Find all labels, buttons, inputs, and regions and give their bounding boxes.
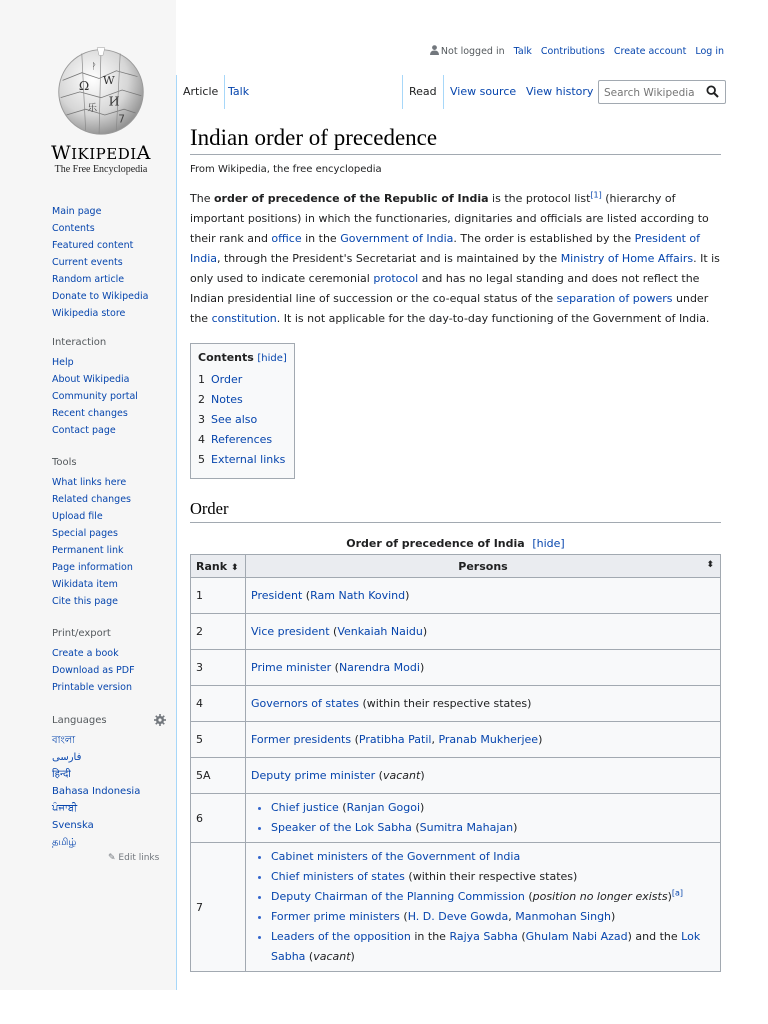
site-subtitle: From Wikipedia, the free encyclopedia [190, 164, 382, 175]
cell-text: ) [667, 890, 672, 903]
toc-link-see-also[interactable]: See also [211, 413, 258, 426]
sidebar-item-store[interactable]: Wikipedia store [52, 308, 126, 319]
search-input[interactable] [599, 83, 709, 103]
languages-heading [52, 714, 166, 726]
list-item [271, 867, 715, 887]
persons-cell [246, 758, 721, 794]
sidebar-item-community-portal[interactable]: Community portal [52, 391, 138, 402]
cell-text: ( [331, 661, 339, 674]
office-link[interactable]: Cabinet ministers of the Government of India [271, 850, 521, 863]
vacant-text: vacant [382, 769, 421, 782]
svg-text:И: И [108, 93, 120, 109]
persons-cell [246, 614, 721, 650]
cell-text: ( [305, 950, 314, 963]
persons-cell [246, 794, 721, 843]
toc-number: 1 [198, 373, 205, 386]
sidebar-item-current-events[interactable]: Current events [52, 257, 123, 268]
wordmark-w: W [51, 142, 72, 164]
table-row [191, 578, 721, 614]
sidebar-item-cite-this-page[interactable]: Cite this page [52, 596, 118, 607]
office-link[interactable]: Chief ministers of states [271, 870, 405, 883]
personal-contributions-link[interactable]: Contributions [540, 46, 605, 57]
person-link[interactable]: Venkaiah Naidu [337, 625, 423, 638]
link-government-of-india[interactable]: Government of India [340, 232, 454, 245]
list-item [271, 798, 715, 818]
office-link[interactable]: Speaker of the Lok Sabha [271, 821, 412, 834]
toc-item[interactable] [198, 390, 287, 410]
cell-text: ) [420, 801, 425, 814]
language-link-persian[interactable]: فارسی [52, 752, 82, 763]
table-hide-toggle[interactable]: [hide] [532, 537, 565, 550]
personal-talk-link[interactable]: Talk [513, 46, 532, 57]
toc-number: 5 [198, 453, 205, 466]
office-link[interactable]: Chief justice [271, 801, 339, 814]
cell-text: (within their respective states) [359, 697, 532, 710]
edit-links-label: Edit links [118, 853, 160, 863]
lead-text: and has no legal standing and does not reflect the Indian presidential line of succession or the co-equal status of the [190, 272, 700, 305]
cell-text: ) [422, 625, 428, 638]
sidebar-item-donate[interactable]: Donate to Wikipedia [52, 291, 149, 302]
sidebar-item-about[interactable]: About Wikipedia [52, 374, 130, 385]
list-item [271, 887, 715, 907]
lead-text: , through the President's Secretariat and is maintained by the [217, 252, 561, 265]
sidebar-item-page-information[interactable]: Page information [52, 562, 133, 573]
office-link[interactable]: Former prime ministers [271, 910, 400, 923]
pencil-icon: ✎ [108, 853, 116, 863]
office-link[interactable]: Leaders of the opposition [271, 930, 411, 943]
cell-text: ) [611, 910, 616, 923]
person-link[interactable]: Ghulam Nabi Azad [525, 930, 628, 943]
cell-text: , [431, 733, 439, 746]
reference-link[interactable]: [1] [590, 190, 602, 200]
toc-hide-toggle[interactable]: [hide] [257, 353, 287, 364]
office-link[interactable]: President [251, 589, 303, 602]
cell-text: ) [405, 589, 410, 602]
cell-text: ( [411, 821, 420, 834]
wordmark-a: A [136, 142, 151, 164]
section-heading-order: Order [190, 499, 721, 523]
toc-item[interactable] [198, 430, 287, 450]
toc-item[interactable] [198, 370, 287, 390]
cell-text: (within their respective states) [404, 870, 578, 883]
sort-icon[interactable]: ⬍ [706, 560, 714, 570]
sidebar-item-featured-content[interactable]: Featured content [52, 240, 134, 251]
list-item [271, 818, 715, 838]
navigation-portlet [52, 203, 176, 322]
office-link[interactable]: Vice president [251, 625, 330, 638]
language-link-punjabi[interactable]: ਪੰਜਾਬੀ [52, 803, 78, 814]
cell-text: ) [420, 769, 425, 782]
sidebar-item-create-book[interactable]: Create a book [52, 648, 119, 659]
tab-article[interactable]: Article [176, 75, 225, 110]
persons-cell [246, 722, 721, 758]
sidebar [0, 0, 176, 990]
sidebar-item-upload-file[interactable]: Upload file [52, 511, 103, 522]
sort-icon[interactable]: ⬍ [231, 562, 239, 573]
list-item [271, 847, 715, 867]
lead-bold-term: order of precedence of the Republic of India [213, 192, 489, 205]
column-header-persons[interactable] [246, 555, 721, 578]
table-caption [190, 537, 721, 550]
lead-text: . It is not applicable for the day-to-day functioning of the Government of India. [276, 312, 710, 325]
print-export-heading: Print/export [52, 628, 111, 639]
link-ministry-home-affairs[interactable]: Ministry of Home Affairs [560, 252, 694, 265]
office-link[interactable]: Deputy prime minister [251, 769, 376, 782]
link-protocol[interactable]: protocol [373, 272, 419, 285]
language-link-indonesian[interactable]: Bahasa Indonesia [52, 786, 141, 797]
office-link[interactable]: Governors of states [251, 697, 360, 710]
languages-portlet [52, 714, 176, 851]
office-link[interactable]: Rajya Sabha [449, 930, 518, 943]
toc-title: Contents [198, 351, 254, 364]
lead-text: . The order is established by the [453, 232, 635, 245]
toc-item[interactable] [198, 450, 287, 470]
rank-cell: 4 [191, 686, 246, 722]
toc-link-notes[interactable]: Notes [211, 393, 243, 406]
language-link-tamil[interactable]: தமிழ் [52, 837, 77, 848]
user-icon [430, 45, 439, 55]
sidebar-item-wikidata-item[interactable]: Wikidata item [52, 579, 118, 590]
main-content [176, 109, 735, 990]
note-link[interactable]: [a] [671, 888, 684, 898]
cell-text: ( [375, 769, 383, 782]
lead-text: The [190, 192, 214, 205]
cell-text: ( [302, 589, 311, 602]
rank-cell: 7 [191, 843, 246, 972]
search-icon[interactable] [706, 85, 719, 98]
svg-text:W: W [102, 73, 115, 88]
table-row [191, 758, 721, 794]
office-link[interactable]: Deputy Chairman of the Planning Commission [271, 890, 525, 903]
cell-text: ( [399, 910, 408, 923]
list-item [271, 927, 715, 967]
wordmark-middle: IKIPEDI [71, 145, 137, 163]
sidebar-item-contents[interactable]: Contents [52, 223, 95, 234]
page-title: Indian order of precedence [190, 125, 721, 155]
wikipedia-globe-logo [53, 42, 149, 138]
language-link-bengali[interactable]: বাংলা [52, 735, 76, 746]
table-caption-text: Order of precedence of India [346, 537, 525, 550]
rank-cell: 5A [191, 758, 246, 794]
toc-link-order[interactable]: Order [211, 373, 243, 386]
sidebar-item-related-changes[interactable]: Related changes [52, 494, 132, 505]
wikipedia-wordmark [46, 142, 156, 164]
sidebar-item-help[interactable]: Help [52, 357, 74, 368]
persons-cell [246, 578, 721, 614]
svg-text:乐: 乐 [87, 103, 98, 115]
rank-cell: 2 [191, 614, 246, 650]
toc-number: 2 [198, 393, 205, 406]
cell-text: ) and the [627, 930, 682, 943]
column-header-label: Rank [196, 559, 228, 573]
toc-number: 4 [198, 433, 205, 446]
cell-text: ) [350, 950, 355, 963]
lead-text: is the protocol list [488, 192, 591, 205]
table-row [191, 686, 721, 722]
sidebar-item-contact-page[interactable]: Contact page [52, 425, 116, 436]
toc-link-references[interactable]: References [211, 433, 273, 446]
vacant-text: vacant [313, 950, 351, 963]
persons-cell [246, 650, 721, 686]
rank-cell: 3 [191, 650, 246, 686]
sidebar-item-random-article[interactable]: Random article [52, 274, 125, 285]
edit-links[interactable] [108, 853, 159, 863]
toc-link-external-links[interactable]: External links [211, 453, 286, 466]
cell-text: ( [338, 801, 347, 814]
tab-talk[interactable]: Talk [228, 85, 250, 98]
office-link[interactable]: Former presidents [251, 733, 352, 746]
print-export-portlet [52, 628, 176, 696]
tab-view-source[interactable]: View source [450, 85, 517, 98]
link-constitution[interactable]: constitution [211, 312, 277, 325]
sidebar-item-what-links-here[interactable]: What links here [52, 477, 127, 488]
person-link[interactable]: Sumitra Mahajan [419, 821, 514, 834]
cell-text: ( [329, 625, 338, 638]
persons-cell [246, 686, 721, 722]
wikipedia-logo[interactable] [46, 42, 156, 182]
column-header-label: Persons [458, 559, 508, 573]
not-logged-in-text: Not logged in [440, 46, 505, 57]
person-link[interactable]: Manmohan Singh [515, 910, 612, 923]
gear-icon[interactable] [154, 714, 166, 726]
table-of-contents [190, 343, 295, 479]
cell-text: ( [351, 733, 359, 746]
link-office[interactable]: office [271, 232, 302, 245]
office-link[interactable]: Lok Sabha [271, 930, 701, 963]
table-row [191, 794, 721, 843]
lead-text: (hierarchy of important positions) in which the functionaries, dignitaries and officials are listed according to their rank and [190, 192, 709, 245]
toc-number: 3 [198, 413, 205, 426]
persons-cell [246, 843, 721, 972]
column-header-rank[interactable] [191, 555, 246, 578]
person-link[interactable]: H. D. Deve Gowda [407, 910, 509, 923]
interaction-heading: Interaction [52, 337, 107, 348]
toc-item[interactable] [198, 410, 287, 430]
languages-title: Languages [52, 714, 107, 726]
cell-text: in the [410, 930, 450, 943]
svg-text:Ω: Ω [78, 78, 90, 93]
lead-text: . It is only used to indicate ceremonial [190, 252, 720, 285]
sidebar-item-special-pages[interactable]: Special pages [52, 528, 118, 539]
person-link[interactable]: Ram Nath Kovind [310, 589, 406, 602]
tab-read[interactable]: Read [402, 75, 444, 110]
cell-text: ) [419, 661, 425, 674]
rank-cell: 5 [191, 722, 246, 758]
link-separation-of-powers[interactable]: separation of powers [556, 292, 673, 305]
cell-text: , [508, 910, 516, 923]
italic-note: position no longer exists [532, 890, 668, 903]
create-account-link[interactable]: Create account [613, 46, 687, 57]
office-link[interactable]: Prime minister [251, 661, 332, 674]
lead-text: in the [301, 232, 341, 245]
table-row [191, 650, 721, 686]
lead-text: under the [190, 292, 709, 325]
language-link-swedish[interactable]: Svenska [52, 820, 94, 831]
sidebar-item-recent-changes[interactable]: Recent changes [52, 408, 128, 419]
sidebar-item-main-page[interactable]: Main page [52, 206, 102, 217]
search-box [598, 80, 726, 104]
language-link-hindi[interactable]: हिन्दी [52, 769, 71, 780]
sidebar-item-permanent-link[interactable]: Permanent link [52, 545, 124, 556]
list-item [271, 907, 715, 927]
wikipedia-tagline: The Free Encyclopedia [54, 164, 148, 175]
table-row [191, 614, 721, 650]
cell-text: ) [513, 821, 518, 834]
link-president-of-india[interactable]: President of India [190, 232, 701, 265]
tools-heading: Tools [52, 457, 77, 468]
interaction-portlet [52, 337, 176, 439]
person-link[interactable]: Pratibha Patil [358, 733, 432, 746]
svg-text:7: 7 [118, 113, 125, 126]
table-row [191, 843, 721, 972]
sidebar-item-download-pdf[interactable]: Download as PDF [52, 665, 135, 676]
rank-cell: 1 [191, 578, 246, 614]
cell-text: ( [517, 930, 526, 943]
svg-text:ᚹ: ᚹ [91, 61, 97, 72]
person-link[interactable]: Pranab Mukherjee [438, 733, 539, 746]
person-link[interactable]: Ranjan Gogoi [346, 801, 420, 814]
cell-text: ( [524, 890, 533, 903]
personal-tools [430, 45, 724, 57]
cell-text: ) [538, 733, 543, 746]
tools-portlet [52, 457, 176, 610]
sidebar-item-printable-version[interactable]: Printable version [52, 682, 133, 693]
precedence-table [190, 554, 721, 972]
login-link[interactable]: Log in [695, 46, 724, 57]
person-link[interactable]: Narendra Modi [338, 661, 420, 674]
lead-paragraph [190, 189, 721, 329]
table-row [191, 722, 721, 758]
tab-view-history[interactable]: View history [526, 85, 594, 98]
rank-cell: 6 [191, 794, 246, 843]
